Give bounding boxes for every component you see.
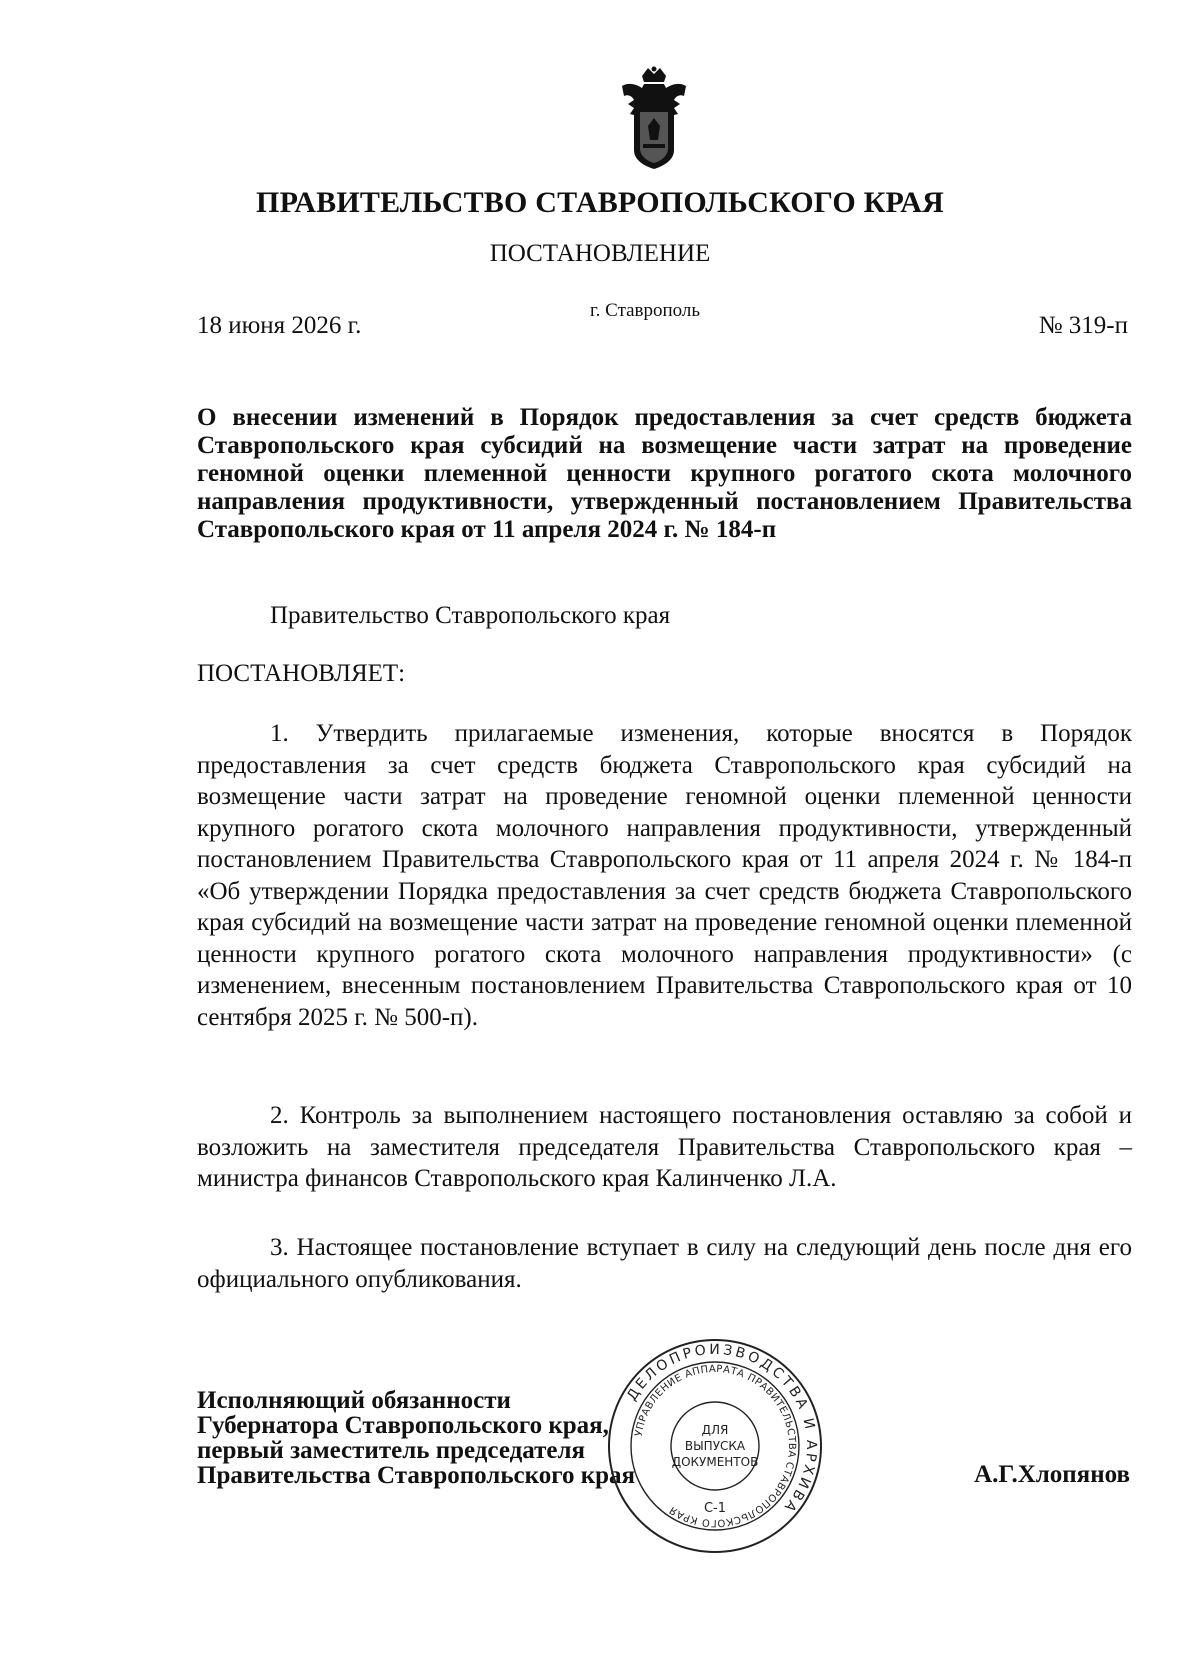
seal-center-line: ВЫПУСКА bbox=[684, 1439, 746, 1453]
document-subject: О внесении изменений в Порядок предоставления за счет средств бюджета Ставропольского края субсидий на возмещение части затрат на проведение геномной оценки племенной ценности крупного рогатого скота молочного направления продуктивности, утвержденный постановлением Правительства Ставропольского края от 11 апреля 2024 г. № 184-п bbox=[197, 404, 1132, 543]
seal-center-line: ДОКУМЕНТОВ bbox=[671, 1455, 759, 1469]
document-city: г. Ставрополь bbox=[590, 300, 701, 321]
seal-inner-text: УПРАВЛЕНИЕ АППАРАТА ПРАВИТЕЛЬСТВА СТАВРОПОЛЬСКОГО КРАЯ bbox=[633, 1363, 798, 1529]
decrees-word: ПОСТАНОВЛЯЕТ: bbox=[197, 660, 406, 687]
coat-of-arms-icon bbox=[618, 66, 690, 170]
seal-outer-text: ДЕЛОПРОИЗВОДСТВА И АРХИВА bbox=[624, 1341, 820, 1517]
government-line: Правительство Ставропольского края bbox=[270, 602, 671, 629]
organization-title: ПРАВИТЕЛЬСТВО СТАВРОПОЛЬСКОГО КРАЯ bbox=[256, 186, 944, 219]
paragraph-3: 3. Настоящее постановление вступает в силу на следующий день после дня его официального опубликования. bbox=[197, 1234, 1132, 1293]
seal-center-line: ДЛЯ bbox=[701, 1423, 729, 1437]
signer-title-line: Исполняющий обязанности bbox=[197, 1387, 511, 1414]
document-date: 18 июня 2026 г. bbox=[197, 312, 362, 339]
paragraph-2: 2. Контроль за выполнением настоящего постановления оставляю за собой и возложить на заместителя председателя Правительства Ставропольского края – министра финансов Ставропольского края Калинченко Л.А. bbox=[197, 1102, 1132, 1192]
signer-title-line: первый заместитель председателя bbox=[197, 1437, 586, 1464]
document-number: № 319-п bbox=[1038, 312, 1128, 339]
paragraph-1: 1. Утвердить прилагаемые изменения, которые вносятся в Порядок предоставления за счет средств бюджета Ставропольского края субсидий на возмещение части затрат на проведение геномной оценки племенной ценности крупного рогатого скота молочного направления продуктивности, утвержденный постановлением Правительства Ставропольского края от 11 апреля 2024 г. № 184-п «Об утверждении Порядка предоставления за счет средств бюджета Ставропольского края субсидий на возмещение части затрат на проведение геномной оценки племенной ценности крупного рогатого скота молочного направления продуктивности» (с изменением, внесенным постановлением Правительства Ставропольского края от 10 сентября 2025 г. № 500-п). bbox=[197, 720, 1132, 1031]
signer-title-line: Губернатора Ставропольского края, bbox=[197, 1412, 609, 1439]
signer-name: А.Г.Хлопянов bbox=[974, 1461, 1130, 1488]
signer-title-line: Правительства Ставропольского края bbox=[197, 1462, 636, 1489]
signer-title bbox=[197, 1388, 635, 1488]
seal-code: С-1 bbox=[703, 1501, 727, 1516]
document-type: ПОСТАНОВЛЕНИЕ bbox=[489, 240, 711, 267]
round-seal-stamp bbox=[606, 1337, 824, 1555]
